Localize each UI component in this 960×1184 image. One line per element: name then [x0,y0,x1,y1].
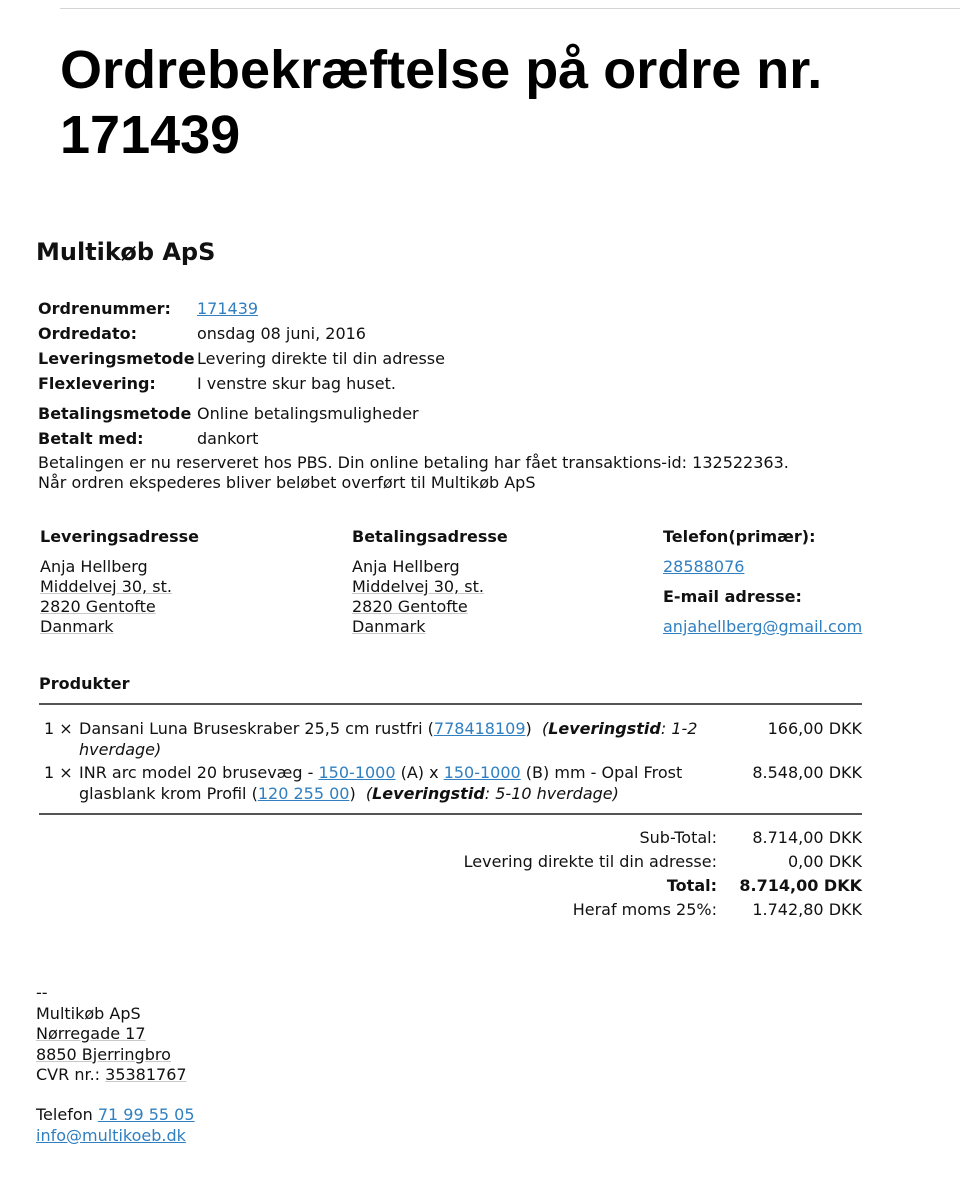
product-name-part: (A) x [395,763,444,782]
signature-email-link[interactable]: info@multikoeb.dk [36,1125,186,1145]
company-name: Multikøb ApS [36,238,216,266]
phone-heading: Telefon(primær): [663,527,816,546]
billing-address [352,527,508,637]
product-price: 8.548,00 DKK [752,763,862,782]
signature-street: Nørregade 17 [36,1024,146,1043]
header-divider [60,8,960,9]
subject-line-1: Ordrebekræftelse på ordre nr. [60,40,823,100]
contact-info [663,527,862,637]
info-label: Leveringsmetode [38,349,195,368]
product-qty: 1 × [44,763,73,782]
delivery-address [40,527,199,637]
signature-phone-link[interactable]: 71 99 55 05 [97,1105,195,1124]
totals-label: Total: [666,876,717,895]
product-qty: 1 × [44,719,73,738]
delivery-name: Anja Hellberg [40,557,148,576]
totals-label: Heraf moms 25%: [572,900,717,919]
info-value: Online betalingsmuligheder [197,404,419,423]
product-price: 166,00 DKK [767,719,862,738]
delivery-time-label: Leveringstid [548,719,661,738]
product-code-link[interactable]: 120 255 00 [257,784,350,803]
payment-note [38,453,789,493]
billing-city: 2820 Gentofte [352,597,468,616]
product-description [79,762,739,804]
delivery-street: Middelvej 30, st. [40,577,172,596]
payment-note-line-2: Når ordren ekspederes bliver beløbet overført til Multikøb ApS [38,473,536,492]
delivery-address-heading: Leveringsadresse [40,527,199,546]
product-code-close: ) [349,784,356,803]
info-label: Flexlevering: [38,374,156,393]
dimension-b-link[interactable]: 150-1000 [443,763,521,782]
cvr-label: CVR nr.: [36,1065,106,1084]
delivery-time: (Leveringstid: 1-2 hverdage) [79,719,698,759]
info-label: Ordrenummer: [38,299,171,318]
products-top-rule [39,703,862,705]
billing-street: Middelvej 30, st. [352,577,484,596]
product-description [79,718,739,760]
signature [36,983,187,1086]
totals-label: Levering direkte til din adresse: [463,852,717,871]
totals-value: 0,00 DKK [787,852,862,871]
signature-company: Multikøb ApS [36,1003,141,1023]
product-name-part: (B) mm - Opal Frost glasblank krom Profil ( [79,763,683,803]
email-heading: E-mail adresse: [663,587,802,606]
product-name: Dansani Luna Bruseskraber 25,5 cm rustfri ( [79,719,434,738]
totals-value: 8.714,00 DKK [752,828,862,847]
product-code-close: ) [525,719,532,738]
signature-phone-label: Telefon [36,1105,98,1124]
billing-country: Danmark [352,617,426,636]
info-value: Levering direkte til din adresse [197,349,445,368]
totals-value: 8.714,00 DKK [739,876,862,895]
dimension-a-link[interactable]: 150-1000 [318,763,396,782]
subject-line-2: 171439 [60,105,241,165]
cvr-number: 35381767 [105,1065,187,1084]
delivery-city: 2820 Gentofte [40,597,156,616]
email-subject [60,38,940,168]
delivery-time-value: : 1-2 hverdage) [79,719,698,759]
billing-name: Anja Hellberg [352,557,460,576]
delivery-time: (Leveringstid: 5-10 hverdage) [365,784,619,803]
products-heading: Produkter [39,674,130,693]
info-value: dankort [197,429,259,448]
products-bottom-rule [39,813,862,815]
email-link[interactable]: anjahellberg@gmail.com [663,617,863,636]
delivery-time-value: : 5-10 hverdage) [484,784,619,803]
phone-link[interactable]: 28588076 [663,557,745,576]
signature-dash: -- [36,983,48,1002]
info-value: onsdag 08 juni, 2016 [197,324,366,343]
delivery-country: Danmark [40,617,114,636]
totals-label: Sub-Total: [639,828,717,847]
signature-city: 8850 Bjerringbro [36,1044,171,1064]
delivery-time-label: Leveringstid [372,784,485,803]
totals-value: 1.742,80 DKK [752,900,862,919]
info-label: Betalingsmetode [38,404,192,423]
signature-cvr [36,1065,187,1086]
order-number-link[interactable]: 171439 [197,299,259,318]
info-label: Betalt med: [38,429,144,448]
billing-address-heading: Betalingsadresse [352,527,508,546]
signature-phone [36,1105,195,1126]
payment-note-line-1: Betalingen er nu reserveret hos PBS. Din online betaling har fået transaktions-id: 132522363. [38,453,789,472]
product-name: INR arc model 20 brusevæg - [79,763,319,782]
info-value: I venstre skur bag huset. [197,374,396,393]
info-label: Ordredato: [38,324,137,343]
signature-contact [36,1105,195,1146]
product-code-link[interactable]: 778418109 [433,719,526,738]
